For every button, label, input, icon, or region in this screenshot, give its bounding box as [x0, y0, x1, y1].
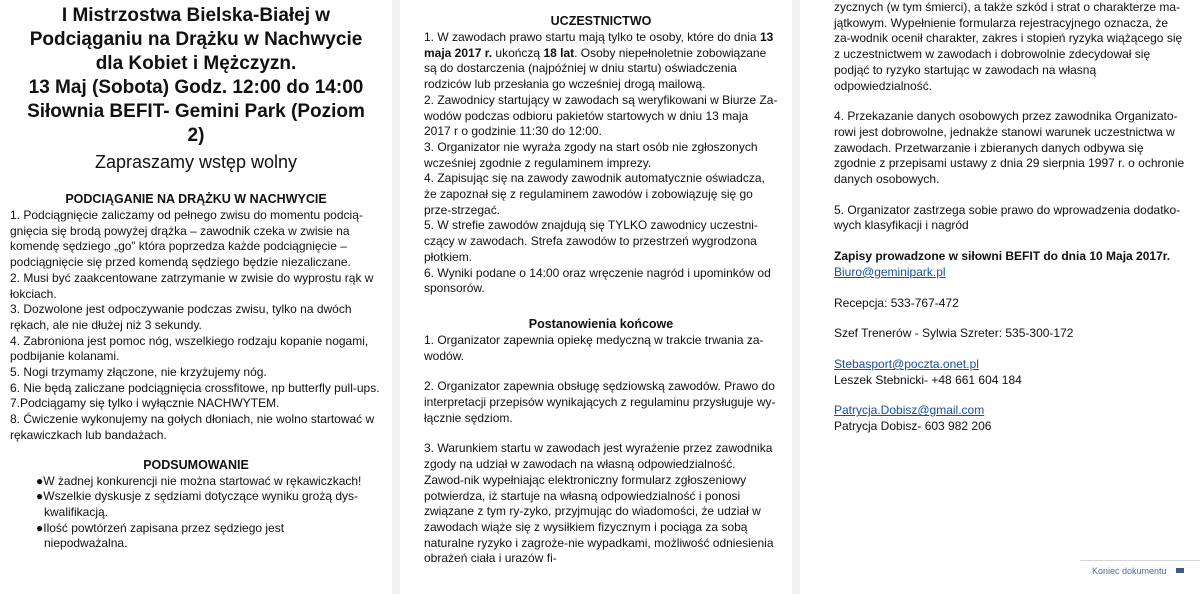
section-heading-pullups: PODCIĄGANIE NA DRĄŻKU W NACHWYCIE: [65, 192, 327, 206]
end-of-document-icon: [1176, 568, 1184, 573]
summary-item: ●W żadnej konkurencji nie można startować w rękawiczkach!: [36, 473, 362, 488]
section-heading-participation: UCZESTNICTWO: [550, 14, 652, 28]
title-line: 2): [187, 125, 205, 146]
email-link-stebasport[interactable]: Stebasport@poczta.onet.pl: [834, 356, 979, 371]
participation-item: 3. Organizator nie wyraża zgody na start osób nie zgłoszonych wcześniej zgodnie z regulaminem imprezy.: [424, 139, 758, 170]
item-text: 1. W zawodach prawo startu mają tylko te osoby, które do dnia: [424, 30, 760, 44]
end-of-document-label: Koniec dokumentu: [1092, 566, 1167, 576]
rule-item: 4. Zabroniona jest pomoc nóg, wszelkiego rodzaju kopanie nogami, podbijanie kolanami.: [10, 333, 369, 364]
rule-item: 3. Dozwolone jest odpoczywanie podczas zwisu, tylko na dwóch rękach, ale nie dłużej niż 3 sekundy.: [10, 302, 352, 332]
title-line: I Mistrzostwa Bielska-Białej w: [61, 5, 331, 26]
email-link-dobisz[interactable]: Patrycja.Dobisz@gmail.com: [834, 403, 985, 418]
rule-item: 6. Nie będą zaliczane podciągnięcia crossfitowe, np butterfly pull-ups.: [10, 380, 380, 395]
document-end-line: [1080, 560, 1200, 561]
rule-item: 7.Podciągamy się tylko i wyłącznie NACHWYTEM.: [10, 396, 280, 411]
summary-item: ●Ilość powtórzeń zapisana przez sędziego jest niepodważalna.: [36, 520, 285, 551]
document-page-1: [0, 0, 392, 594]
rule-item: 5. Nogi trzymamy złączone, nie krzyżujemy nóg.: [10, 365, 267, 380]
rule-item: 2. Musi być zaakcentowane zatrzymanie w zwisie do wyprostu rąk w łokciach.: [10, 270, 374, 301]
document-page-2: [400, 0, 792, 594]
item-bold-age: 18 lat: [543, 45, 575, 60]
final-item: 4. Przekazanie danych osobowych przez zawodnika Organizato-rowi jest dobrowolne, jednakże stanowi warunek uczestnictwa w zawodach. Przetwarzanie i zbieranych danych odbywa się zgodnie z przepisami ustawy z dnia 29 sierpnia 1997 r. o ochronie danych osobowych.: [834, 109, 1185, 187]
reception-phone: Recepcja: 533-767-472: [834, 295, 959, 310]
continuation-text: zycznych (w tym śmierci), a także szkód i strat o charakterze ma-jątkowym. Wypełnienie formularza rejestracyjnego oznacza, że za-wodnik ocenił charakter, zakres i stopień ryzyka wiążącego się z uczestnictwem w zawodach i dobrowolnie zdecydował się podjąć to ryzyko startując w zawodach na własną odpowiedzialność.: [834, 0, 1183, 93]
summary-item: ●Wszelkie dyskusje z sędziami dotyczące wyniku grożą dys-kwalifikacją.: [36, 489, 359, 519]
title-line: Podciąganiu na Drążku w Nachwycie: [29, 29, 363, 50]
rule-item: 1. Podciągnięcie zaliczamy od pełnego zwisu do momentu podcią-gnięcia się brodą powyżej drążka – zawodnik czeka w zwisie na komendę sędziego „go” która poprzedza każde podciągnięcie – podciągnięcie się przed komendą sędziego będzie niezaliczane.: [10, 208, 363, 270]
contact-dobisz: Patrycja Dobisz- 603 982 206: [834, 419, 992, 434]
email-link-office[interactable]: Biuro@geminipark.pl: [834, 264, 946, 279]
event-title: [10, 4, 382, 148]
final-item: 5. Organizator zastrzega sobie prawo do wprowadzenia dodatko-wych klasyfikacji i nagród: [834, 202, 1181, 233]
document-page-3: [800, 0, 1200, 594]
title-line: Siłownia BEFIT- Gemini Park (Poziom: [27, 101, 365, 122]
participation-item: [424, 30, 778, 93]
rule-item: 8. Ćwiczenie wykonujemy na gołych dłoniach, nie wolno startować w rękawiczkach lub bandażach.: [10, 412, 375, 442]
participation-item: 6. Wyniki podane o 14:00 oraz wręczenie nagród i upominków od sponsorów.: [424, 265, 771, 296]
summary-list: [10, 474, 382, 553]
item-text: . Osoby niepełnoletnie zobowiązane są do dostarczenia (najpóźniej w dniu startu) oświadczenia rodziców lub przesłania go wcześniej drogą mailową.: [424, 45, 767, 92]
section-heading-summary: PODSUMOWANIE: [143, 457, 249, 472]
final-item: 2. Organizator zapewnia obsługę sędziowską zawodów. Prawo do interpretacji przepisów wynikających z regulaminu przysługuje wy-łącznie sędziom.: [424, 379, 776, 425]
item-text: ukończą: [492, 45, 544, 60]
participation-item: 4. Zapisując się na zawody zawodnik automatycznie oświadcza, że zapoznał się z regulaminem zawodów i zobowiązuję się go prze-strzegać.: [424, 171, 765, 217]
contact-stebnicki: Leszek Stebnicki- +48 661 604 184: [834, 372, 1022, 387]
participation-item: 5. W strefie zawodów znajdują się TYLKO zawodnicy uczestni-czący w zawodach. Strefa zawodów to przestrzeń wygrodzona płotkiem.: [424, 218, 758, 264]
trainer-phone: Szef Trenerów - Sylwia Szreter: 535-300-172: [834, 326, 1074, 341]
title-line: 13 Maj (Sobota) Godz. 12:00 do 14:00: [28, 77, 364, 98]
title-line: dla Kobiet i Mężczyzn.: [95, 53, 297, 74]
item-bold-date: 13 maja 2017 r.: [424, 30, 774, 60]
final-item: 3. Warunkiem startu w zawodach jest wyrażenie przez zawodnika zgody na udział w zawodach na własną odpowiedzialność. Zawod-nik wypełniając elektroniczny formularz zgłoszeniowy potwierdza, iż startuje na własną odpowiedzialność i ponosi związane z tym ry-zyko, przyjmując do wiadomości, że udział w zawodach wiąże się z wysiłkiem fizycznym i pociąga za sobą naturalne ryzyko i zagroże-nie wypadkami, możliwość odniesienia obrażeń ciała i urazów fi-: [424, 441, 774, 566]
participation-item: 2. Zawodnicy startujący w zawodach są weryfikowani w Biurze Za-wodów podczas odbioru pakietów startowych w dniu 13 maja 2017 r o godzinie 11:30 do 12:00.: [424, 92, 778, 139]
section-heading-final: Postanowienia końcowe: [528, 316, 674, 331]
signup-info: Zapisy prowadzone w siłowni BEFIT do dnia 10 Maja 2017r.: [834, 249, 1171, 264]
rules-list: [10, 208, 382, 444]
final-item: 1. Organizator zapewnia opiekę medyczną w trakcie trwania za-wodów.: [424, 332, 764, 363]
event-subtitle: Zapraszamy wstęp wolny: [94, 152, 298, 172]
